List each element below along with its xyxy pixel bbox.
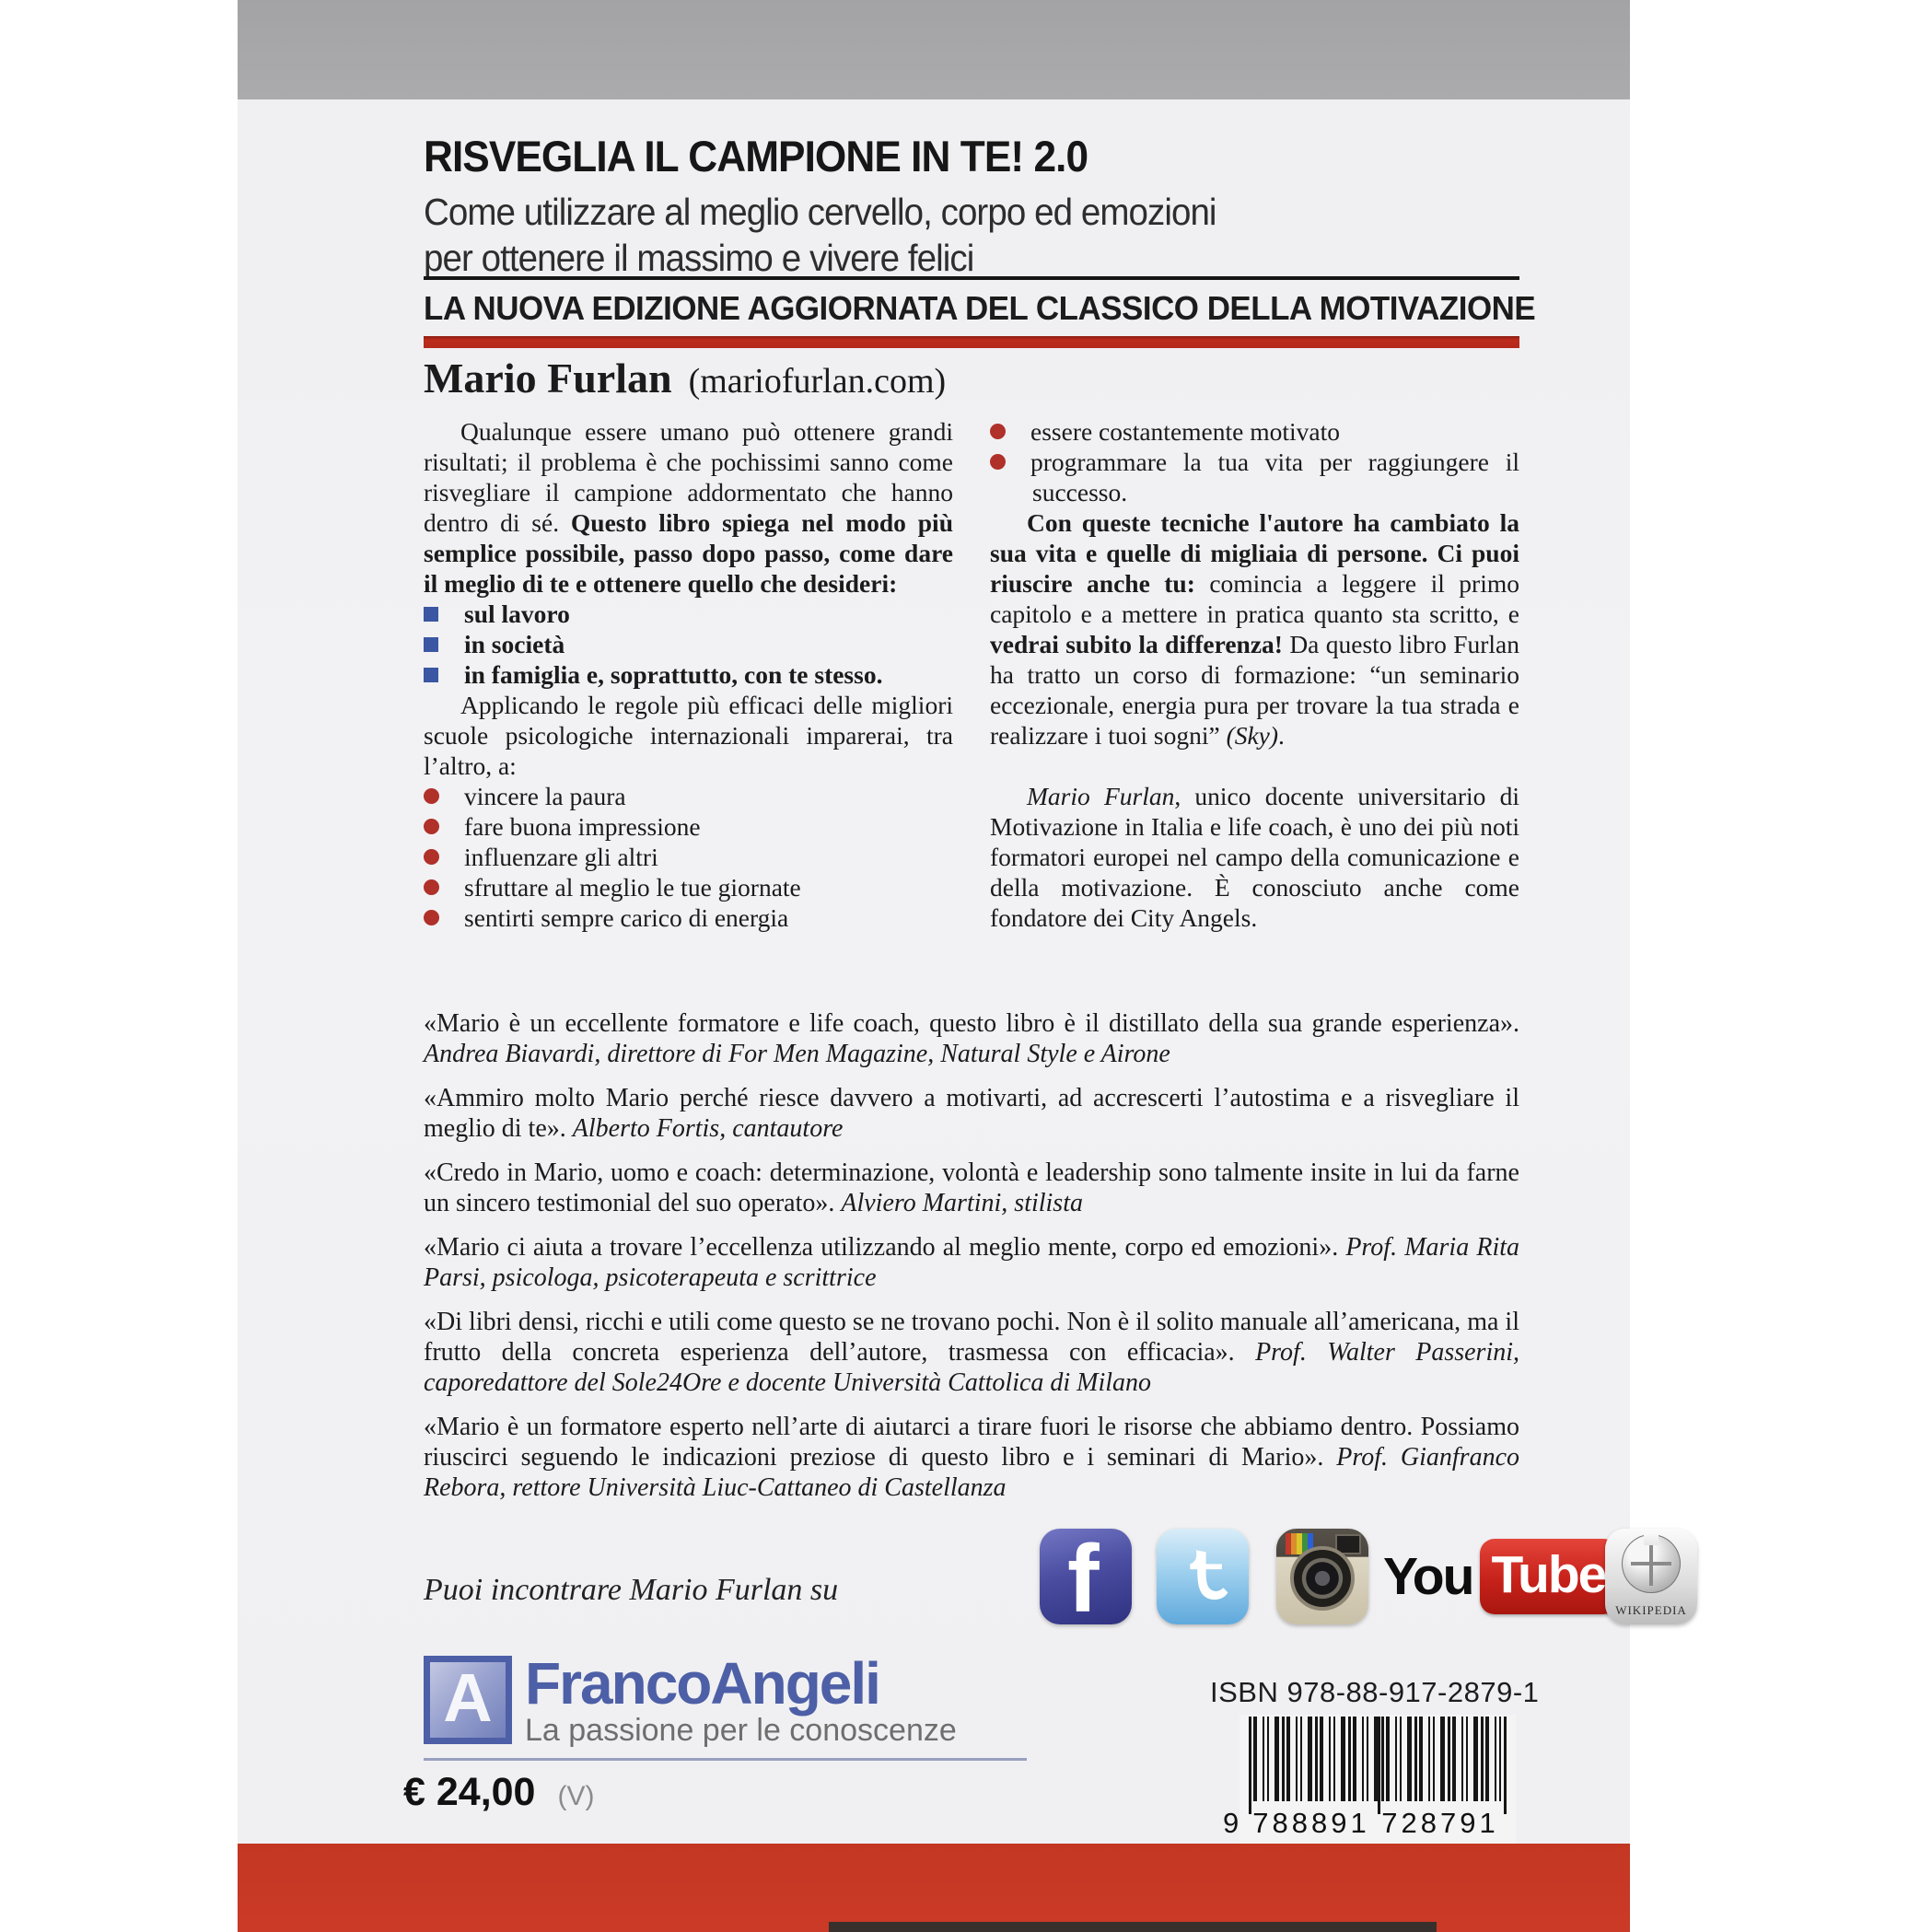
social-row — [424, 1521, 1687, 1641]
instagram-lens — [1290, 1546, 1355, 1611]
intro-paragraph — [424, 416, 953, 599]
square-bullet-icon — [424, 607, 438, 622]
square-bullet-list — [424, 599, 953, 690]
dot-bullet-icon — [424, 910, 439, 925]
bottom-red-band — [238, 1844, 1630, 1932]
youtube-you-text: You — [1383, 1547, 1473, 1606]
subtitle-line-1: Come utilizzare al meglio cervello, corpo ed emozioni — [424, 191, 1216, 233]
list-item: in famiglia e, soprattutto, con te stesso. — [424, 659, 953, 690]
dot-bullet-icon — [424, 849, 439, 865]
list-item: influenzare gli altri — [424, 842, 953, 872]
testimonial-attribution: Alviero Martini, stilista — [841, 1189, 1083, 1217]
list-item: essere costantemente motivato — [990, 416, 1519, 447]
dot-bullet-list — [990, 416, 1519, 507]
author-line — [424, 354, 946, 402]
facebook-letter: f — [1067, 1529, 1100, 1624]
youtube-icon — [1383, 1529, 1618, 1624]
publisher-underline — [424, 1758, 1027, 1761]
wikipedia-caption: WIKIPEDIA — [1615, 1603, 1687, 1617]
barcode-digits-left: 788891 — [1252, 1807, 1370, 1839]
twitter-bird-glyph — [1170, 1542, 1236, 1612]
testimonial: «Mario è un formatore esperto nell’arte di aiutarci a tirare fuori le risorse che abbiamo dentro. Possiamo riuscirci seguendo le indicazioni preziose di questo libro e i seminari di Mario». Prof. Gianfranco Rebora, rettore Università Liuc-Cattaneo di Castellanza — [424, 1413, 1519, 1502]
page-edge-strip — [829, 1922, 1437, 1932]
intro-text: Qualunque essere umano può ottenere grandi risultati; il problema è che pochissimi sanno come risvegliare il campione addormentato che hanno dentro di sé. — [424, 417, 953, 537]
testimonial-attribution: Prof. Gianfranco Rebora, rettore Università Liuc-Cattaneo di Castellanza — [424, 1443, 1519, 1502]
social-label: Puoi incontrare Mario Furlan su — [424, 1573, 839, 1607]
body-columns — [424, 416, 1519, 933]
testimonial: «Mario è un eccellente formatore e life coach, questo libro è il distillato della sua grande esperienza». Andrea Biavardi, direttore di For Men Magazine, Natural Style e Airone — [424, 1009, 1519, 1068]
left-column — [424, 416, 953, 933]
barcode-digits — [1223, 1807, 1516, 1840]
barcode-guard-bar — [1249, 1717, 1251, 1814]
book-subtitle — [424, 189, 1216, 281]
publisher-name: FrancoAngeli — [525, 1650, 879, 1717]
square-bullet-icon — [424, 637, 438, 652]
testimonial: «Ammiro molto Mario perché riesce davvero a motivarti, ad accrescerti l’autostima e a risvegliare il meglio di te». Alberto Fortis, cantautore — [424, 1084, 1519, 1143]
list-item: vincere la paura — [424, 781, 953, 811]
subtitle-line-2: per ottenere il massimo e vivere felici — [424, 237, 974, 279]
publisher-block — [424, 1650, 1027, 1761]
testimonial: «Mario ci aiuta a trovare l’eccellenza utilizzando al meglio mente, corpo ed emozioni». Prof. Maria Rita Parsi, psicologa, psicoterapeuta e scrittrice — [424, 1233, 1519, 1292]
testimonial: «Credo in Mario, uomo e coach: determinazione, volontà e leadership sono talmente insite in lui da farne un sincero testimonial del suo operato». Alviero Martini, stilista — [424, 1158, 1519, 1217]
isbn-label: ISBN 978-88-917-2879-1 — [1210, 1676, 1540, 1708]
list-item: in società — [424, 629, 953, 659]
isbn-block — [1210, 1676, 1542, 1844]
list-item: fare buona impressione — [424, 811, 953, 842]
testimonials-section — [424, 1008, 1519, 1517]
book-back-cover — [238, 0, 1687, 1932]
edition-banner-text: LA NUOVA EDIZIONE AGGIORNATA DEL CLASSICO DELLA MOTIVAZIONE — [424, 289, 1536, 327]
price-note: (V) — [557, 1781, 595, 1811]
testimonial: «Di libri densi, ricchi e utili come questo se ne trovano pochi. Non è il solito manuale all’americana, ma il frutto della concreta esperienza dell’autore, trasmessa con efficacia». Prof. Walter Passerini, caporedattore del Sole24Ore e docente Università Cattolica di Milano — [424, 1308, 1520, 1397]
price: € 24,00 — [403, 1770, 536, 1814]
wikipedia-icon — [1605, 1529, 1697, 1624]
list-item: sentirti sempre carico di energia — [424, 902, 953, 933]
francoangeli-logo-mark — [424, 1656, 512, 1744]
barcode-guard-bar — [1504, 1717, 1507, 1814]
francoangeli-logo-letter: A — [443, 1659, 493, 1736]
barcode — [1223, 1715, 1516, 1844]
wikipedia-globe-notch — [1644, 1532, 1658, 1545]
page-title: RISVEGLIA IL CAMPIONE IN TE! 2.0 — [424, 132, 1088, 180]
techniques-paragraph: Con queste tecniche l'autore ha cambiato la sua vita e quelle di migliaia di persone. Ci puoi riuscire anche tu: comincia a leggere il primo capitolo e a mettere in pratica quanto sta scritto, e vedrai subito la differenza! Da questo libro Furlan ha tratto un corso di formazione: “un seminario eccezionale, energia pura per trovare la tua strada e realizzare i tuoi sogni” (Sky). — [990, 508, 1519, 750]
facebook-icon — [1040, 1529, 1132, 1624]
dot-bullet-icon — [424, 788, 439, 804]
publisher-tagline: La passione per le conoscenze — [525, 1713, 957, 1748]
dot-bullet-icon — [990, 454, 1006, 470]
testimonial-attribution: Prof. Maria Rita Parsi, psicologa, psicoterapeuta e scrittrice — [424, 1233, 1519, 1292]
rules-paragraph: Applicando le regole più efficaci delle migliori scuole psicologiche internazionali imparerai, tra l’altro, a: — [424, 691, 953, 780]
author-bio: Mario Furlan, unico docente universitario di Motivazione in Italia e life coach, è uno dei più noti formatori europei nel campo della comunicazione e della motivazione. È conosciuto anche come fondatore dei City Angels. — [990, 782, 1519, 932]
author-bio-name: Mario Furlan — [1027, 782, 1175, 810]
youtube-tube-text: Tube — [1480, 1539, 1618, 1614]
publisher-logo-row — [424, 1650, 1027, 1749]
testimonial-attribution: Alberto Fortis, cantautore — [572, 1114, 844, 1143]
dot-bullet-icon — [424, 819, 439, 834]
intro-text-bold: Questo libro spiega nel modo più semplice possibile, passo dopo passo, come dare il meglio di te e ottenere quello che desideri: — [424, 508, 953, 598]
dot-bullet-icon — [424, 879, 439, 895]
barcode-digit-lead: 9 — [1223, 1807, 1240, 1839]
instagram-icon — [1276, 1529, 1368, 1624]
author-website: (mariofurlan.com) — [688, 362, 947, 401]
edition-banner — [424, 276, 1536, 348]
list-item: programmare la tua vita per raggiungere il successo. — [990, 447, 1519, 507]
dot-bullet-list — [424, 781, 953, 933]
twitter-icon — [1157, 1529, 1249, 1624]
dot-bullet-icon — [990, 424, 1006, 439]
testimonial-attribution: Andrea Biavardi, direttore di For Men Magazine, Natural Style e Airone — [424, 1040, 1170, 1068]
square-bullet-icon — [424, 668, 438, 682]
publisher-text — [525, 1650, 957, 1749]
testimonial-attribution: Prof. Walter Passerini, caporedattore del Sole24Ore e docente Università Cattolica di Milano — [424, 1338, 1520, 1397]
list-item: sul lavoro — [424, 599, 953, 629]
right-column — [990, 416, 1519, 933]
barcode-guard-bar — [1378, 1717, 1380, 1814]
top-gray-band — [238, 0, 1630, 99]
price-line — [403, 1770, 594, 1815]
barcode-digits-right: 728791 — [1381, 1807, 1499, 1839]
list-item: sfruttare al meglio le tue giornate — [424, 872, 953, 902]
author-name: Mario Furlan — [424, 355, 672, 402]
title-block — [424, 131, 1267, 281]
red-rule — [424, 336, 1519, 348]
